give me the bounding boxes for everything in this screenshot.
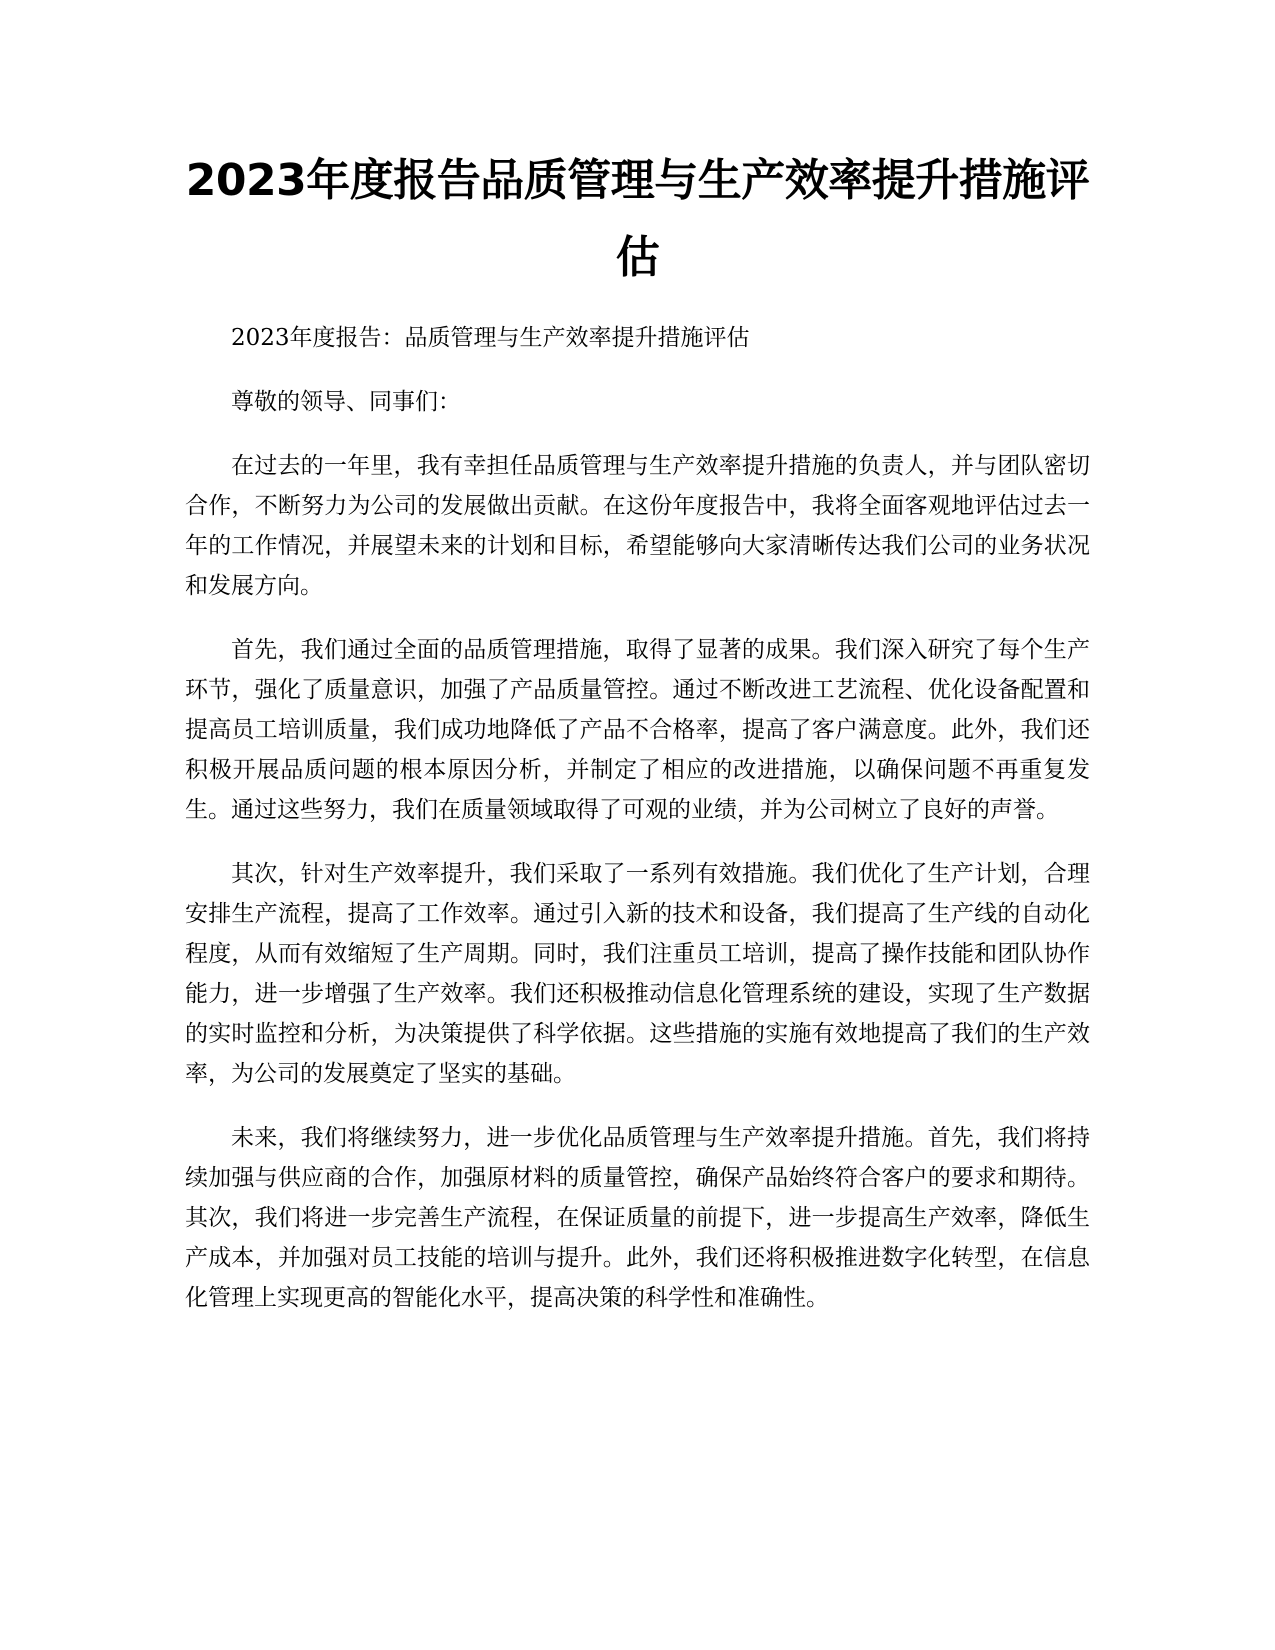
document-body: [185, 318, 1090, 1342]
paragraph-review: 在过去的一年里，我有幸担任品质管理与生产效率提升措施的负责人，并与团队密切合作，不断努力为公司的发展做出贡献。在这份年度报告中，我将全面客观地评估过去一年的工作情况，并展望未来的计划和目标，希望能够向大家清晰传达我们公司的业务状况和发展方向。: [185, 453, 1090, 599]
paragraph-future: 未来，我们将继续努力，进一步优化品质管理与生产效率提升措施。首先，我们将持续加强与供应商的合作，加强原材料的质量管控，确保产品始终符合客户的要求和期待。其次，我们将进一步完善生产流程，在保证质量的前提下，进一步提高生产效率，降低生产成本，并加强对员工技能的培训与提升。此外，我们还将积极推进数字化转型，在信息化管理上实现更高的智能化水平，提高决策的科学性和准确性。: [185, 1125, 1090, 1311]
document-title: 2023年度报告品质管理与生产效率提升措施评估: [185, 155, 1090, 283]
salutation: 尊敬的领导、同事们：: [231, 389, 461, 415]
report-subtitle-line: 2023年度报告：品质管理与生产效率提升措施评估: [231, 325, 750, 351]
paragraph-quality: 首先，我们通过全面的品质管理措施，取得了显著的成果。我们深入研究了每个生产环节，强化了质量意识，加强了产品质量管控。通过不断改进工艺流程、优化设备配置和提高员工培训质量，我们成功地降低了产品不合格率，提高了客户满意度。此外，我们还积极开展品质问题的根本原因分析，并制定了相应的改进措施，以确保问题不再重复发生。通过这些努力，我们在质量领域取得了可观的业绩，并为公司树立了良好的声誉。: [185, 637, 1090, 823]
paragraph-efficiency: 其次，针对生产效率提升，我们采取了一系列有效措施。我们优化了生产计划，合理安排生产流程，提高了工作效率。通过引入新的技术和设备，我们提高了生产线的自动化程度，从而有效缩短了生产周期。同时，我们注重员工培训，提高了操作技能和团队协作能力，进一步增强了生产效率。我们还积极推动信息化管理系统的建设，实现了生产数据的实时监控和分析，为决策提供了科学依据。这些措施的实施有效地提高了我们的生产效率，为公司的发展奠定了坚实的基础。: [185, 861, 1090, 1087]
